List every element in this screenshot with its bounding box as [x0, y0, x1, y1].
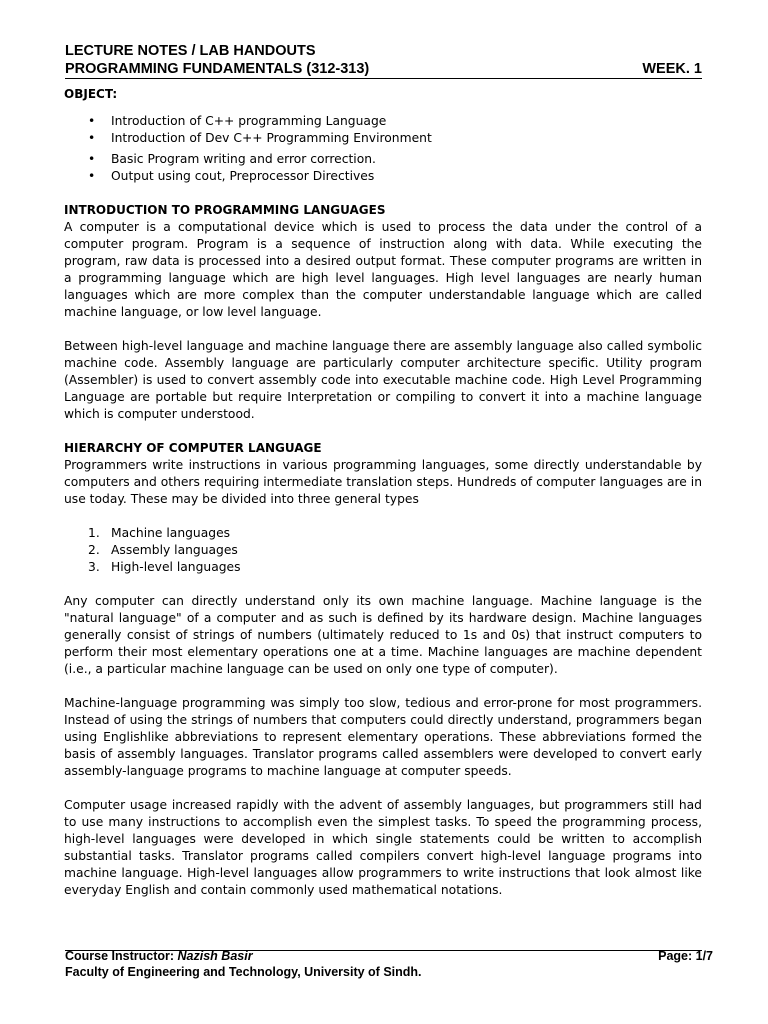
instructor-name: Nazish Basir: [177, 949, 253, 963]
list-number: 1.: [88, 526, 100, 540]
list-label: Assembly languages: [111, 543, 238, 557]
header-title: LECTURE NOTES / LAB HANDOUTS: [65, 43, 316, 59]
object-list: [64, 113, 702, 185]
header-course-line: [65, 60, 702, 79]
object-item: • Basic Program writing and error correction.: [64, 151, 702, 168]
list-number: 2.: [88, 543, 100, 557]
week-label: WEEK. 1: [642, 61, 702, 77]
list-label: High-level languages: [111, 560, 241, 574]
hierarchy-paragraph-3: Machine-language programming was simply too slow, tedious and error-prone for most programmers. Instead of using the strings of numbers that computers could directly understand, programmers began using Englishlike abbreviations to represent elementary operations. These abbreviations formed the basis of assembly languages. Translator programs called assemblers were developed to convert early assembly-language programs to machine language at computer speeds.: [64, 696, 702, 778]
hierarchy-paragraph-1: Programmers write instructions in various programming languages, some directly understandable by computers and others requiring intermediate translation steps. Hundreds of computer languages are in use today. These may be divided into three general types: [64, 458, 702, 506]
intro-heading: INTRODUCTION TO PROGRAMMING LANGUAGES: [64, 203, 386, 217]
list-item: [64, 525, 702, 542]
object-item: • Introduction of C++ programming Language: [64, 113, 702, 130]
hierarchy-heading: HIERARCHY OF COMPUTER LANGUAGE: [64, 441, 322, 455]
object-item: • Output using cout, Preprocessor Directives: [64, 168, 702, 185]
page-number: Page: 1/7: [658, 949, 713, 963]
list-item: [64, 559, 702, 576]
object-item: • Introduction of Dev C++ Programming Environment: [64, 130, 702, 147]
intro-paragraph-2: Between high-level language and machine language there are assembly language also called symbolic machine code. Assembly language are particularly computer architecture specific. Utility program (Assembler) is used to convert assembly code into executable machine code. High Level Programming Language are portable but require Interpretation or compiling to convert it into a machine language which is computer understood.: [64, 339, 702, 421]
object-label: OBJECT:: [64, 87, 118, 101]
hierarchy-paragraph-2: Any computer can directly understand only its own machine language. Machine language is the "natural language" of a computer and as such is defined by its hardware design. Machine languages generally consist of strings of numbers (ultimately reduced to 1s and 0s) that instruct computers to perform their most elementary operations one at a time. Machine languages are machine dependent (i.e., a particular machine language can be used on only one type of computer).: [64, 594, 702, 676]
language-types-list: [64, 525, 702, 576]
instructor-label: Course Instructor:: [65, 949, 175, 963]
hierarchy-paragraph-4: Computer usage increased rapidly with the advent of assembly languages, but programmers still had to use many instructions to accomplish even the simplest tasks. To speed the programming process, high-level languages were developed in which single statements could be written to accomplish substantial tasks. Translator programs called compilers convert high-level language programs into machine language. High-level languages allow programmers to write instructions that look almost like everyday English and contain commonly used mathematical notations.: [64, 798, 702, 897]
footer-faculty: Faculty of Engineering and Technology, University of Sindh.: [65, 965, 422, 979]
document-body: [64, 86, 702, 899]
intro-paragraph-1: A computer is a computational device which is used to process the data under the control of a computer program. Program is a sequence of instruction along with data. While executing the program, raw data is processed into a desired output format. These computer programs are written in a programming language which are high level languages. High level languages are nearly human languages which are more complex than the computer understandable language which are called machine language, or low level language.: [64, 220, 702, 319]
footer-instructor-line: [65, 949, 713, 963]
course-title: PROGRAMMING FUNDAMENTALS (312-313): [65, 61, 370, 77]
list-number: 3.: [88, 560, 100, 574]
list-item: [64, 542, 702, 559]
list-label: Machine languages: [111, 526, 231, 540]
